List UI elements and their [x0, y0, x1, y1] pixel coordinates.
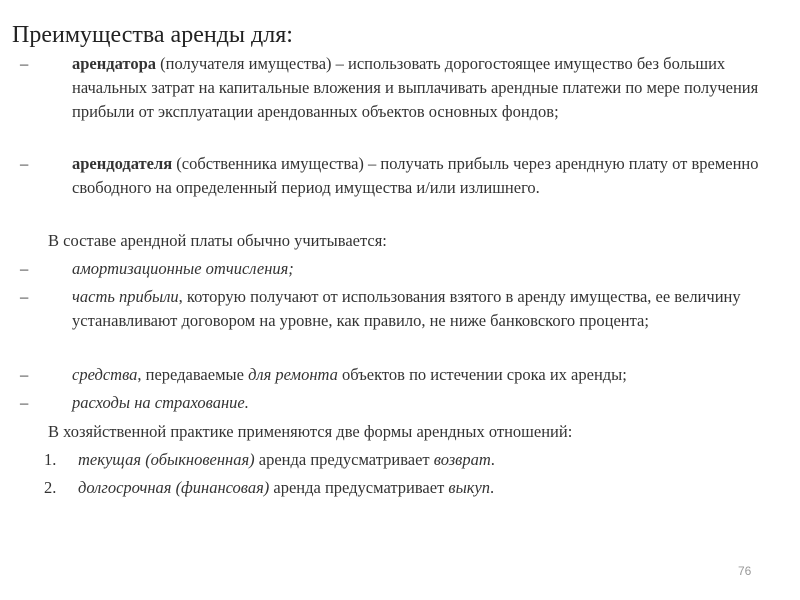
form-type: долгосрочная (финансовая) [78, 478, 270, 497]
dash-marker: – [20, 287, 29, 306]
dash-marker: – [20, 393, 29, 412]
dash-marker: – [20, 54, 29, 73]
depreciation-text: амортизационные отчисления; [72, 259, 294, 278]
form-description: аренда предусматривает [269, 478, 449, 497]
term-lessor: арендодателя [72, 154, 173, 173]
dash-marker: – [20, 154, 29, 173]
profit-term: часть прибыли [72, 287, 179, 306]
list-number: 1. [44, 450, 57, 469]
slide-title: Преимущества аренды для: [12, 22, 293, 48]
form-outcome: возврат [433, 450, 491, 469]
form-description: аренда предусматривает [254, 450, 434, 469]
form-item-2-text [78, 476, 790, 500]
form-type: текущая (обыкновенная) [78, 450, 255, 469]
term-lessee: арендатора [72, 54, 156, 73]
repair-term-funds: средства [72, 365, 138, 384]
rent-intro-text: В составе арендной платы обычно учитывается: [48, 231, 387, 250]
form-item-1-text [78, 448, 790, 472]
list-number: 2. [44, 478, 57, 497]
repair-term-purpose: для ремонта [248, 365, 338, 384]
repair-description: объектов по истечении срока их аренды; [337, 365, 627, 384]
lessor-description: (собственника имущества) – получать прибыль через арендную плату от временно свободного на определенный период имущества и/или излишнего. [72, 154, 759, 197]
profit-text [72, 285, 790, 333]
bullet-lessor-text [72, 152, 790, 200]
lessee-description: (получателя имущества) – использовать дорогостоящее имущество без больших начальных затрат на капитальные вложения и выплачивать арендные платежи по мере получения прибыли от эксплуатации арендованных объектов основных фондов; [72, 54, 759, 121]
insurance-text: расходы на страхование. [72, 393, 249, 412]
bullet-lessee-text [72, 52, 790, 124]
form-outcome: выкуп [448, 478, 491, 497]
dash-marker: – [20, 259, 29, 278]
form-end: . [490, 450, 495, 469]
page-number: 76 [738, 564, 752, 578]
repair-mid: , передаваемые [137, 365, 249, 384]
profit-description: , которую получают от использования взятого в аренду имущества, ее величину устанавливают договором на уровне, как правило, не ниже банковского процента; [72, 287, 741, 330]
dash-marker: – [20, 365, 29, 384]
forms-intro-text: В хозяйственной практике применяются две формы арендных отношений: [48, 422, 573, 441]
repair-text [72, 363, 790, 387]
form-end: . [490, 478, 495, 497]
